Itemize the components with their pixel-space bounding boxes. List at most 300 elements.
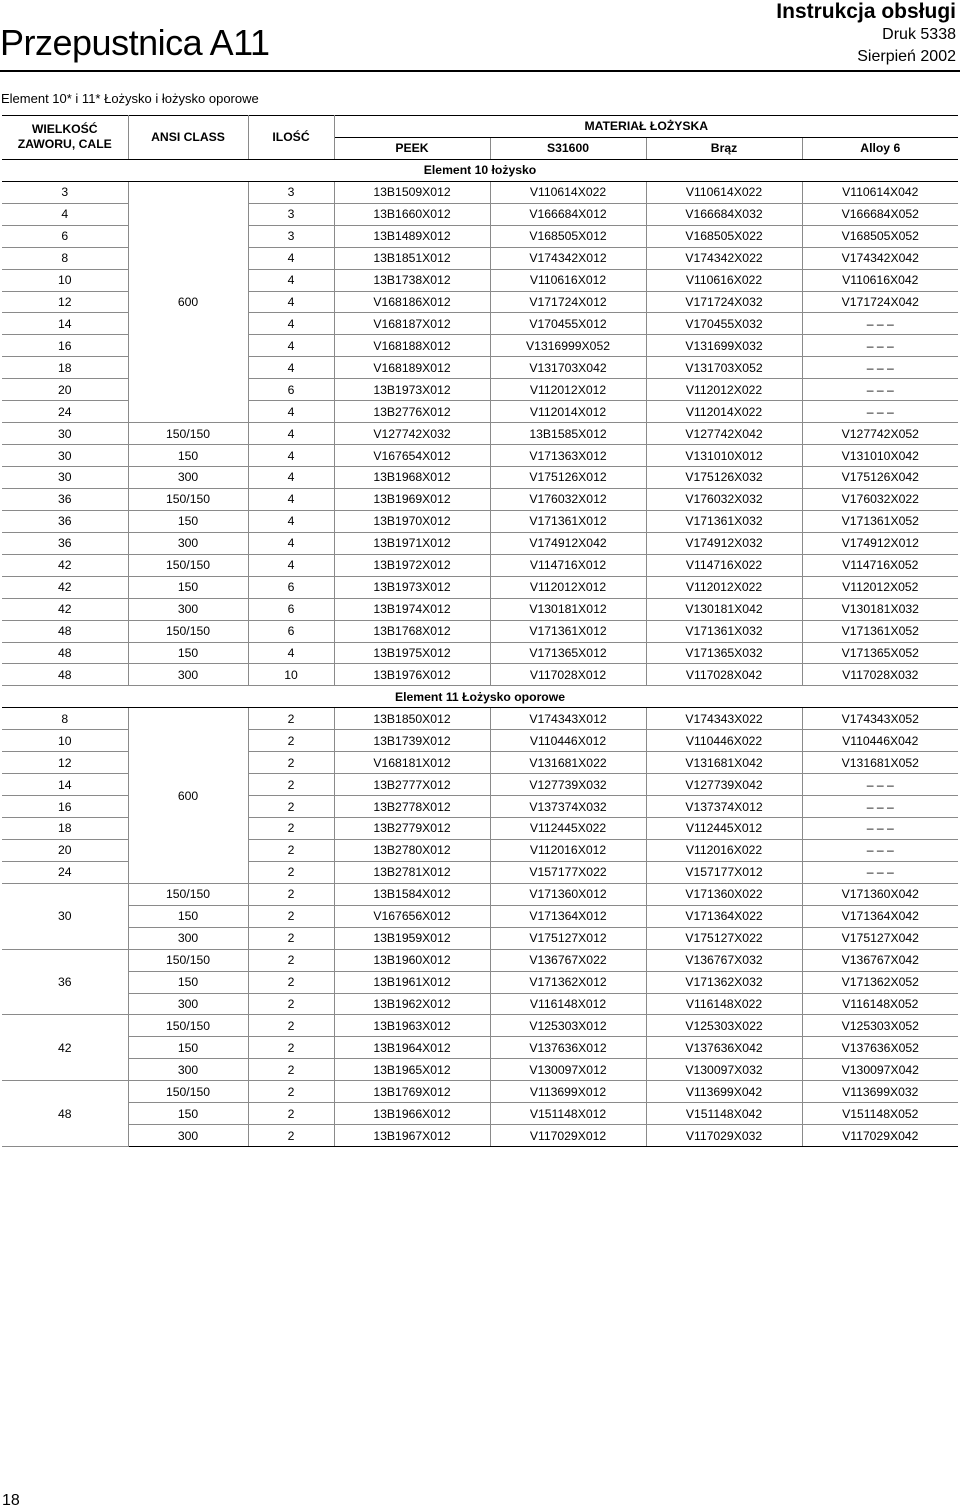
cell-braz: V168505X022	[646, 225, 802, 247]
cell-ansi-class: 150/150	[128, 949, 248, 971]
cell-ansi-class: 150	[128, 1103, 248, 1125]
table-row	[2, 905, 958, 927]
cell-qty: 2	[248, 839, 334, 861]
cell-alloy6: V110614X042	[802, 181, 958, 203]
cell-s31600: V170455X012	[490, 313, 646, 335]
cell-alloy6: V166684X052	[802, 203, 958, 225]
cell-ansi-class: 300	[128, 532, 248, 554]
cell-s31600: V112012X012	[490, 379, 646, 401]
cell-ansi-class: 150/150	[128, 554, 248, 576]
section-header-element-11	[2, 686, 958, 708]
cell-braz: V157177X012	[646, 861, 802, 883]
cell-braz: V116148X022	[646, 993, 802, 1015]
cell-size: 3	[2, 181, 128, 203]
cell-s31600: V171363X012	[490, 445, 646, 467]
cell-qty: 4	[248, 247, 334, 269]
table-row	[2, 181, 958, 203]
table-row	[2, 993, 958, 1015]
cell-qty: 6	[248, 379, 334, 401]
cell-s31600: V137374X032	[490, 796, 646, 818]
cell-peek: 13B2781X012	[334, 861, 490, 883]
cell-size: 48	[2, 1081, 128, 1147]
cell-peek: 13B1959X012	[334, 927, 490, 949]
cell-s31600: V175127X012	[490, 927, 646, 949]
cell-peek: 13B1738X012	[334, 269, 490, 291]
cell-s31600: V157177X022	[490, 861, 646, 883]
cell-peek: 13B2776X012	[334, 401, 490, 423]
cell-ansi-class: 150	[128, 905, 248, 927]
cell-alloy6: V113699X032	[802, 1081, 958, 1103]
cell-size: 4	[2, 203, 128, 225]
cell-s31600: V168505X012	[490, 225, 646, 247]
cell-s31600: V171361X012	[490, 620, 646, 642]
cell-qty: 3	[248, 181, 334, 203]
cell-alloy6: – – –	[802, 839, 958, 861]
cell-alloy6: V168505X052	[802, 225, 958, 247]
cell-alloy6: – – –	[802, 796, 958, 818]
cell-qty: 2	[248, 861, 334, 883]
cell-braz: V112445X012	[646, 818, 802, 840]
cell-ansi-class: 300	[128, 1059, 248, 1081]
cell-s31600: V112012X012	[490, 576, 646, 598]
cell-qty: 2	[248, 1059, 334, 1081]
cell-s31600: V171365X012	[490, 642, 646, 664]
cell-braz: V170455X032	[646, 313, 802, 335]
cell-s31600: V1316999X052	[490, 335, 646, 357]
cell-size: 12	[2, 752, 128, 774]
cell-braz: V137374X012	[646, 796, 802, 818]
cell-alloy6: V174912X012	[802, 532, 958, 554]
cell-s31600: V175126X012	[490, 467, 646, 489]
cell-braz: V131681X042	[646, 752, 802, 774]
cell-braz: V151148X042	[646, 1103, 802, 1125]
cell-peek: 13B1963X012	[334, 1015, 490, 1037]
cell-alloy6: V174343X052	[802, 708, 958, 730]
cell-ansi-class: 150/150	[128, 883, 248, 905]
cell-ansi-class: 600	[128, 181, 248, 422]
cell-alloy6: V171365X052	[802, 642, 958, 664]
cell-qty: 6	[248, 620, 334, 642]
cell-qty: 2	[248, 730, 334, 752]
cell-peek: V168181X012	[334, 752, 490, 774]
cell-size: 36	[2, 532, 128, 554]
cell-alloy6: V171362X052	[802, 971, 958, 993]
cell-peek: 13B2780X012	[334, 839, 490, 861]
table-row	[2, 708, 958, 730]
cell-ansi-class: 150/150	[128, 488, 248, 510]
cell-ansi-class: 300	[128, 467, 248, 489]
cell-braz: V127742X042	[646, 423, 802, 445]
cell-peek: 13B1660X012	[334, 203, 490, 225]
cell-qty: 2	[248, 883, 334, 905]
cell-braz: V110446X022	[646, 730, 802, 752]
cell-braz: V137636X042	[646, 1037, 802, 1059]
cell-peek: 13B1961X012	[334, 971, 490, 993]
cell-alloy6: V175126X042	[802, 467, 958, 489]
cell-braz: V171361X032	[646, 510, 802, 532]
cell-size: 12	[2, 291, 128, 313]
cell-ansi-class: 150	[128, 642, 248, 664]
cell-s31600: V116148X012	[490, 993, 646, 1015]
cell-peek: V167654X012	[334, 445, 490, 467]
cell-ansi-class: 150	[128, 510, 248, 532]
page-number: 18	[2, 1492, 20, 1509]
cell-qty: 3	[248, 203, 334, 225]
cell-alloy6: V174342X042	[802, 247, 958, 269]
cell-alloy6: V125303X052	[802, 1015, 958, 1037]
cell-s31600: V171364X012	[490, 905, 646, 927]
cell-s31600: V131681X022	[490, 752, 646, 774]
cell-ansi-class: 600	[128, 708, 248, 884]
cell-size: 20	[2, 839, 128, 861]
cell-s31600: V125303X012	[490, 1015, 646, 1037]
cell-size: 48	[2, 620, 128, 642]
cell-qty: 2	[248, 927, 334, 949]
cell-qty: 6	[248, 598, 334, 620]
table-row	[2, 532, 958, 554]
cell-qty: 4	[248, 445, 334, 467]
cell-s31600: V174912X042	[490, 532, 646, 554]
table-row	[2, 1059, 958, 1081]
cell-peek: 13B1974X012	[334, 598, 490, 620]
cell-qty: 2	[248, 1081, 334, 1103]
cell-alloy6: V175127X042	[802, 927, 958, 949]
cell-qty: 2	[248, 796, 334, 818]
cell-size: 42	[2, 576, 128, 598]
col-header-alloy6: Alloy 6	[802, 137, 958, 159]
cell-peek: 13B2778X012	[334, 796, 490, 818]
cell-peek: V127742X032	[334, 423, 490, 445]
cell-ansi-class: 150/150	[128, 620, 248, 642]
cell-alloy6: – – –	[802, 357, 958, 379]
cell-size: 14	[2, 774, 128, 796]
cell-peek: 13B1509X012	[334, 181, 490, 203]
cell-s31600: V171724X012	[490, 291, 646, 313]
cell-size: 6	[2, 225, 128, 247]
cell-qty: 2	[248, 949, 334, 971]
col-header-peek: PEEK	[334, 137, 490, 159]
table-row	[2, 598, 958, 620]
cell-s31600: V131703X042	[490, 357, 646, 379]
cell-braz: V174912X032	[646, 532, 802, 554]
cell-braz: V174342X022	[646, 247, 802, 269]
col-header-size: WIELKOŚĆ ZAWORU, CALE	[2, 116, 128, 160]
cell-size: 42	[2, 554, 128, 576]
cell-peek: 13B1969X012	[334, 488, 490, 510]
cell-alloy6: – – –	[802, 313, 958, 335]
cell-braz: V136767X032	[646, 949, 802, 971]
table-row	[2, 883, 958, 905]
cell-alloy6: V110446X042	[802, 730, 958, 752]
cell-peek: 13B1968X012	[334, 467, 490, 489]
cell-alloy6: V110616X042	[802, 269, 958, 291]
cell-size: 10	[2, 269, 128, 291]
cell-qty: 2	[248, 993, 334, 1015]
cell-size: 20	[2, 379, 128, 401]
cell-qty: 2	[248, 1103, 334, 1125]
cell-s31600: V114716X012	[490, 554, 646, 576]
table-row	[2, 949, 958, 971]
cell-s31600: V130181X012	[490, 598, 646, 620]
cell-alloy6: V127742X052	[802, 423, 958, 445]
table-row	[2, 642, 958, 664]
cell-qty: 4	[248, 642, 334, 664]
cell-qty: 2	[248, 774, 334, 796]
cell-braz: V176032X032	[646, 488, 802, 510]
cell-alloy6: V136767X042	[802, 949, 958, 971]
cell-peek: 13B1965X012	[334, 1059, 490, 1081]
cell-braz: V171362X032	[646, 971, 802, 993]
cell-peek: V168187X012	[334, 313, 490, 335]
cell-braz: V175126X032	[646, 467, 802, 489]
cell-size: 14	[2, 313, 128, 335]
cell-s31600: V112016X012	[490, 839, 646, 861]
cell-alloy6: V112012X052	[802, 576, 958, 598]
cell-s31600: V171361X012	[490, 510, 646, 532]
cell-peek: 13B1584X012	[334, 883, 490, 905]
cell-s31600: V113699X012	[490, 1081, 646, 1103]
cell-braz: V175127X022	[646, 927, 802, 949]
cell-peek: V168189X012	[334, 357, 490, 379]
cell-qty: 2	[248, 971, 334, 993]
cell-size: 36	[2, 488, 128, 510]
table-row	[2, 510, 958, 532]
cell-qty: 4	[248, 335, 334, 357]
col-header-qty: ILOŚĆ	[248, 116, 334, 160]
cell-qty: 4	[248, 532, 334, 554]
cell-qty: 2	[248, 1037, 334, 1059]
section-header-element-10	[2, 159, 958, 181]
cell-peek: 13B1976X012	[334, 664, 490, 686]
print-date: Sierpień 2002	[857, 48, 956, 65]
cell-ansi-class: 150	[128, 445, 248, 467]
col-header-material: MATERIAŁ ŁOŻYSKA	[334, 116, 958, 138]
table-row	[2, 488, 958, 510]
cell-alloy6: – – –	[802, 379, 958, 401]
cell-qty: 4	[248, 554, 334, 576]
cell-qty: 2	[248, 818, 334, 840]
cell-s31600: V110616X012	[490, 269, 646, 291]
cell-s31600: V112014X012	[490, 401, 646, 423]
cell-qty: 10	[248, 664, 334, 686]
cell-qty: 4	[248, 291, 334, 313]
cell-size: 42	[2, 1015, 128, 1081]
table-row	[2, 1081, 958, 1103]
table-row	[2, 1103, 958, 1125]
cell-alloy6: V171724X042	[802, 291, 958, 313]
cell-qty: 4	[248, 488, 334, 510]
cell-ansi-class: 300	[128, 927, 248, 949]
cell-peek: 13B1973X012	[334, 576, 490, 598]
cell-s31600: V127739X032	[490, 774, 646, 796]
cell-alloy6: V117028X032	[802, 664, 958, 686]
cell-s31600: V136767X022	[490, 949, 646, 971]
cell-qty: 2	[248, 905, 334, 927]
col-header-braz: Brąz	[646, 137, 802, 159]
cell-braz: V174343X022	[646, 708, 802, 730]
cell-peek: 13B1970X012	[334, 510, 490, 532]
cell-size: 30	[2, 423, 128, 445]
cell-ansi-class: 150/150	[128, 423, 248, 445]
cell-alloy6: V151148X052	[802, 1103, 958, 1125]
cell-s31600: V166684X012	[490, 203, 646, 225]
cell-peek: 13B1962X012	[334, 993, 490, 1015]
cell-braz: V125303X022	[646, 1015, 802, 1037]
cell-peek: 13B1489X012	[334, 225, 490, 247]
cell-peek: V167656X012	[334, 905, 490, 927]
cell-ansi-class: 150	[128, 576, 248, 598]
print-number: Druk 5338	[882, 26, 956, 43]
cell-braz: V117029X032	[646, 1125, 802, 1147]
cell-qty: 2	[248, 752, 334, 774]
cell-alloy6: V171361X052	[802, 620, 958, 642]
cell-braz: V110614X022	[646, 181, 802, 203]
cell-ansi-class: 150/150	[128, 1081, 248, 1103]
cell-braz: V110616X022	[646, 269, 802, 291]
cell-braz: V171361X032	[646, 620, 802, 642]
cell-braz: V171364X022	[646, 905, 802, 927]
cell-size: 8	[2, 708, 128, 730]
cell-braz: V117028X042	[646, 664, 802, 686]
cell-s31600: V174343X012	[490, 708, 646, 730]
cell-alloy6: V171364X042	[802, 905, 958, 927]
cell-size: 36	[2, 510, 128, 532]
cell-braz: V112014X022	[646, 401, 802, 423]
cell-size: 30	[2, 445, 128, 467]
cell-ansi-class: 300	[128, 993, 248, 1015]
cell-braz: V131010X012	[646, 445, 802, 467]
cell-s31600: V110614X022	[490, 181, 646, 203]
table-caption: Element 10* i 11* Łożysko i łożysko oporowe	[1, 91, 259, 106]
cell-size: 30	[2, 467, 128, 489]
cell-alloy6: V171361X052	[802, 510, 958, 532]
cell-alloy6: V130181X032	[802, 598, 958, 620]
cell-size: 48	[2, 664, 128, 686]
cell-qty: 2	[248, 1015, 334, 1037]
cell-alloy6: V131681X052	[802, 752, 958, 774]
cell-size: 16	[2, 335, 128, 357]
cell-peek: V168188X012	[334, 335, 490, 357]
doc-type: Instrukcja obsługi	[776, 0, 956, 23]
cell-braz: V113699X042	[646, 1081, 802, 1103]
cell-qty: 3	[248, 225, 334, 247]
cell-qty: 2	[248, 1125, 334, 1147]
cell-s31600: V171360X012	[490, 883, 646, 905]
cell-peek: 13B1964X012	[334, 1037, 490, 1059]
cell-qty: 4	[248, 357, 334, 379]
cell-braz: V112012X022	[646, 379, 802, 401]
table-row	[2, 1037, 958, 1059]
cell-size: 16	[2, 796, 128, 818]
table-row	[2, 467, 958, 489]
cell-alloy6: V114716X052	[802, 554, 958, 576]
cell-peek: 13B1973X012	[334, 379, 490, 401]
cell-peek: 13B1966X012	[334, 1103, 490, 1125]
header-rule	[0, 70, 960, 72]
cell-braz: V112016X022	[646, 839, 802, 861]
cell-s31600: V174342X012	[490, 247, 646, 269]
cell-s31600: V130097X012	[490, 1059, 646, 1081]
cell-size: 24	[2, 861, 128, 883]
cell-peek: 13B1975X012	[334, 642, 490, 664]
cell-size: 42	[2, 598, 128, 620]
table-row	[2, 423, 958, 445]
cell-peek: 13B2777X012	[334, 774, 490, 796]
cell-size: 8	[2, 247, 128, 269]
cell-ansi-class: 300	[128, 1125, 248, 1147]
cell-alloy6: V176032X022	[802, 488, 958, 510]
cell-size: 48	[2, 642, 128, 664]
table-body	[2, 159, 958, 1146]
bearing-parts-table	[2, 115, 958, 1147]
table-row	[2, 1015, 958, 1037]
cell-braz: V171365X032	[646, 642, 802, 664]
table-row	[2, 576, 958, 598]
cell-s31600: V176032X012	[490, 488, 646, 510]
cell-s31600: 13B1585X012	[490, 423, 646, 445]
cell-braz: V127739X042	[646, 774, 802, 796]
cell-qty: 4	[248, 510, 334, 532]
section-title: Element 10 łożysko	[2, 159, 958, 181]
cell-braz: V171724X032	[646, 291, 802, 313]
cell-alloy6: V137636X052	[802, 1037, 958, 1059]
cell-s31600: V117028X012	[490, 664, 646, 686]
col-header-ansi: ANSI CLASS	[128, 116, 248, 160]
cell-alloy6: – – –	[802, 774, 958, 796]
cell-size: 18	[2, 357, 128, 379]
cell-alloy6: – – –	[802, 401, 958, 423]
cell-braz: V112012X022	[646, 576, 802, 598]
cell-ansi-class: 150	[128, 1037, 248, 1059]
cell-s31600: V137636X012	[490, 1037, 646, 1059]
cell-peek: V168186X012	[334, 291, 490, 313]
cell-qty: 4	[248, 401, 334, 423]
cell-qty: 4	[248, 467, 334, 489]
cell-s31600: V171362X012	[490, 971, 646, 993]
cell-size: 10	[2, 730, 128, 752]
cell-peek: 13B1769X012	[334, 1081, 490, 1103]
cell-size: 36	[2, 949, 128, 1015]
cell-peek: 13B1960X012	[334, 949, 490, 971]
cell-peek: 13B1851X012	[334, 247, 490, 269]
cell-braz: V166684X032	[646, 203, 802, 225]
cell-size: 24	[2, 401, 128, 423]
cell-peek: 13B1972X012	[334, 554, 490, 576]
cell-peek: 13B1971X012	[334, 532, 490, 554]
cell-qty: 4	[248, 423, 334, 445]
cell-peek: 13B1739X012	[334, 730, 490, 752]
cell-ansi-class: 300	[128, 598, 248, 620]
table-row	[2, 554, 958, 576]
cell-ansi-class: 150/150	[128, 1015, 248, 1037]
cell-alloy6: V171360X042	[802, 883, 958, 905]
cell-alloy6: V130097X042	[802, 1059, 958, 1081]
table-row	[2, 1125, 958, 1147]
cell-qty: 6	[248, 576, 334, 598]
cell-qty: 4	[248, 313, 334, 335]
cell-alloy6: V116148X052	[802, 993, 958, 1015]
cell-braz: V131703X052	[646, 357, 802, 379]
section-title: Element 11 Łożysko oporowe	[2, 686, 958, 708]
cell-size: 30	[2, 883, 128, 949]
cell-ansi-class: 300	[128, 664, 248, 686]
cell-peek: 13B1768X012	[334, 620, 490, 642]
cell-s31600: V117029X012	[490, 1125, 646, 1147]
cell-alloy6: – – –	[802, 861, 958, 883]
cell-peek: 13B2779X012	[334, 818, 490, 840]
cell-peek: 13B1850X012	[334, 708, 490, 730]
cell-alloy6: V117029X042	[802, 1125, 958, 1147]
